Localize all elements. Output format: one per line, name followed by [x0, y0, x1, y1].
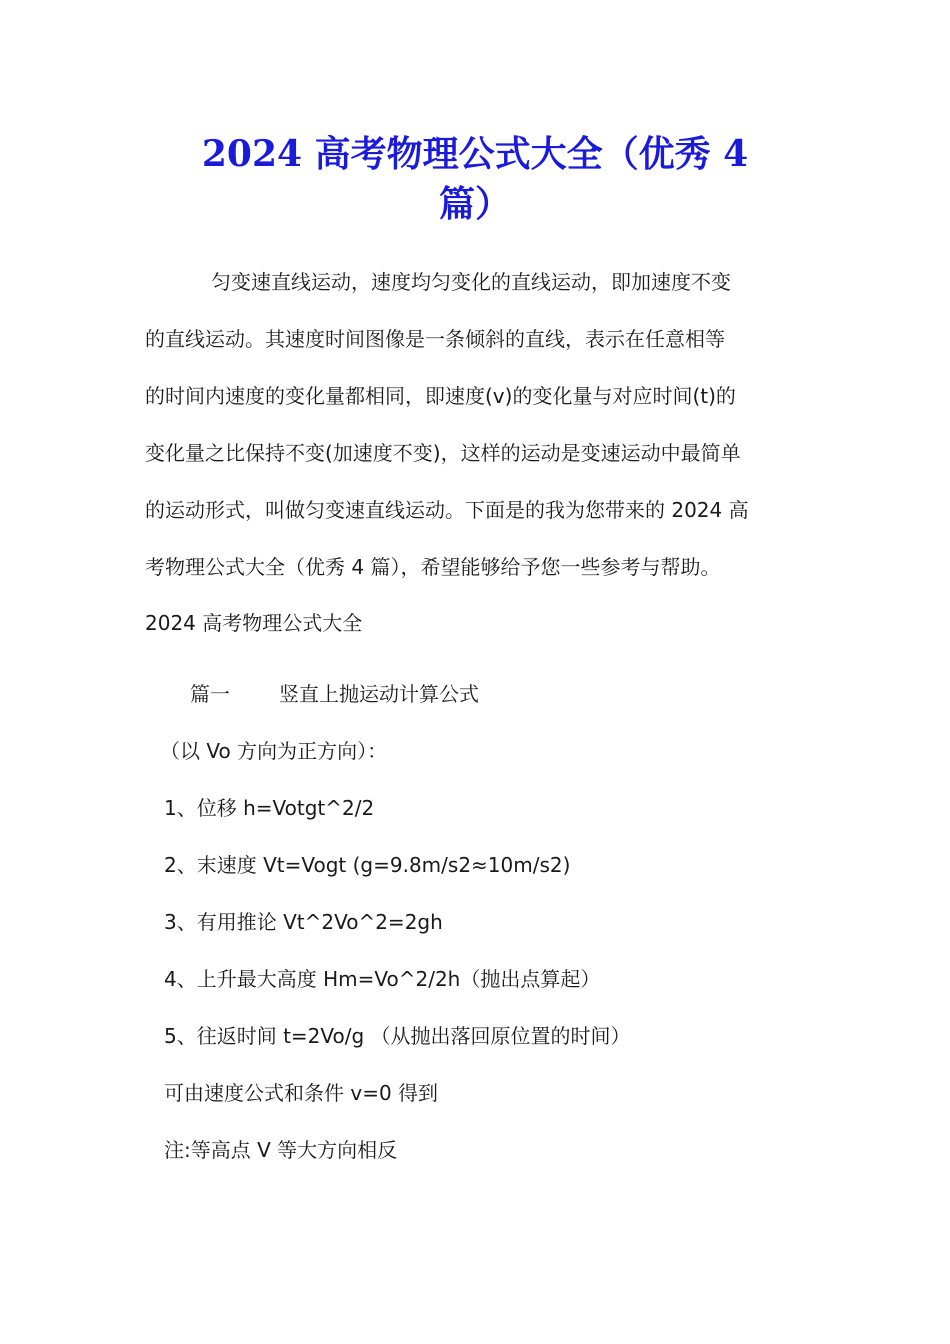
- formula-5: 5、往返时间 t=2Vo/g （从抛出落回原位置的时间）: [164, 1024, 631, 1048]
- direction-note: （以 Vo 方向为正方向）：: [160, 739, 388, 763]
- formula-2: 2、末速度 Vt=Vogt (g=9.8m/s2≈10m/s2): [164, 853, 571, 877]
- formula-3: 3、有用推论 Vt^2Vo^2=2gh: [164, 910, 443, 934]
- remark-note: 注:等高点 V 等大方向相反: [164, 1138, 398, 1162]
- formula-4: 4、上升最大高度 Hm=Vo^2/2h（抛出点算起）: [164, 967, 601, 991]
- derivation-note: 可由速度公式和条件 v=0 得到: [164, 1081, 439, 1105]
- intro-line-5: 的运动形式，叫做匀变速直线运动。下面是的我为您带来的 2024 高: [145, 498, 749, 522]
- intro-paragraph: [145, 254, 815, 596]
- document-title-line-2: 篇）: [438, 183, 511, 225]
- chapter-label: 篇一: [190, 682, 230, 706]
- intro-line-3: 的时间内速度的变化量都相同，即速度(v)的变化量与对应时间(t)的: [145, 384, 736, 408]
- intro-line-4: 变化量之比保持不变(加速度不变)，这样的运动是变速运动中最简单: [145, 441, 741, 465]
- chapter-title: 竖直上抛运动计算公式: [279, 682, 479, 706]
- document-title-line-1: 2024 高考物理公式大全（优秀 4: [201, 133, 749, 175]
- formula-1: 1、位移 h=Votgt^2/2: [164, 796, 375, 820]
- intro-line-2: 的直线运动。其速度时间图像是一条倾斜的直线，表示在任意相等: [145, 327, 725, 351]
- section-heading: 2024 高考物理公式大全: [145, 611, 363, 635]
- intro-line-6: 考物理公式大全（优秀 4 篇），希望能够给予您一些参考与帮助。: [145, 555, 721, 579]
- intro-line-1: 匀变速直线运动，速度均匀变化的直线运动，即加速度不变: [211, 270, 731, 294]
